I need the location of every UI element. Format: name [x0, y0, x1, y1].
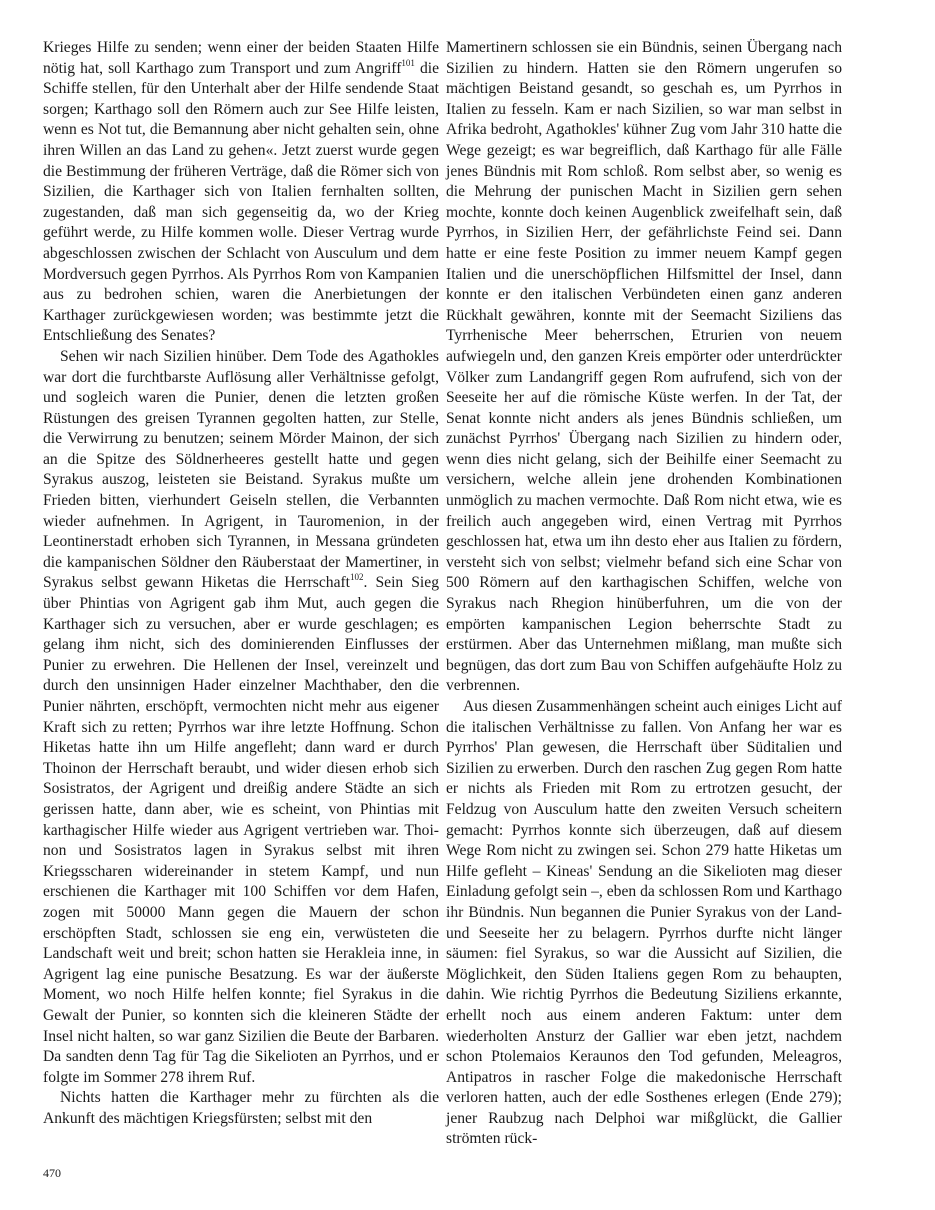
paragraph [446, 38, 842, 697]
paragraph-text: Aus diesen Zusammenhängen scheint auch einiges Licht auf die italischen Verhältnisse zu fallen. Von Anfang her war es Pyrrhos' Plan gewesen, die Herrschaft über Süditalien und Sizilien zu erwerben. Durch den raschen Zug gegen Rom hatte er nichts als Frieden mit Rom zu ertrotzen gesucht, der Feldzug von Ausculum hatte den zweiten Versuch scheitern gemacht: Pyrrhos konnte sich überzeugen, daß auf diesem Wege Rom nicht zu zwingen sei. Schon 279 hatte Hiketas um Hilfe gefleht – Kineas' Sendung an die Sikelioten mag dieser Einladung gefolgt sein –, eben da schlossen Rom und Karthago ihr Bündnis. Nun begannen die Punier Syrakus von der Land- und Seeseite her zu belagern. Pyrrhos durfte nicht länger säumen: fiel Syrakus, so war die Aussicht auf Sizilien, die Möglichkeit, den Süden Italiens gegen Rom zu behaupten, dahin. Wie richtig Pyrrhos die Bedeutung Siziliens erkannte, erhellt noch aus einem anderen Faktum: unter dem wiederholten Ansturz der Gallier war eben jetzt, nachdem schon Ptolemaios Keraunos den Tod gefunden, Meleagros, Antipatros in rascher Folge die makedonische Herrschaft verloren hatten, auch der edle Sosthenes erlegen (Ende 279); jener Raubzug nach Delphoi war mißglückt, die Gallier strömten rück- [446, 698, 842, 1148]
footnote-reference[interactable]: 101 [401, 57, 415, 68]
paragraph-text: . Sein Sieg über Phintias von Agrigent gab ihm Mut, auch gegen die Karthager sich zu versuchen, aber er wurde geschlagen; es gelang ihm nicht, sich des dominierenden Einflusses der Punier zu erwehren. Die Hellenen der Insel, vereinzelt und durch den unsinnigen Hader einzelner Machthaber, den die Punier nährten, erschöpft, vermochten nicht mehr aus eigener Kraft sich zu retten; Pyrrhos war ihre letzte Hoffnung. Schon Hiketas hatte ihn um Hilfe angefleht; dann ward er durch Thoinon der Herrschaft beraubt, und wider diesen erhob sich Sosistratos, der Agrigent und dreißig andere Städte an sich gerissen hatte, dann aber, wie es scheint, von Phintias mit karthagischer Hilfe wieder aus Agrigent vertrieben war. Thoinon und Sosistratos lagen in Syrakus selbst mit ihren Kriegsscharen widereinander in stetem Kampf, und nun erschienen die Karthager mit 100 Schiffen vor dem Hafen, zogen mit 50000 Mann gegen die Mauern der schon erschöpften Stadt, schlossen sie eng ein, verwüsteten die Landschaft weit und breit; schon hatten sie Herakleia inne, in Agrigent lag eine punische Besatzung. Es war der äußerste Moment, wo noch Hilfe helfen konnte; fiel Syrakus in die Gewalt der Punier, so konnten sich die kleineren Städte der Insel nicht halten, so war ganz Sizilien die Beute der Barbaren. Da sandten denn Tag für Tag die Sikelioten an Pyrrhos, und er folgte im Sommer 278 ihrem Ruf. [43, 574, 439, 1086]
paragraph [43, 1088, 439, 1129]
paragraph-text: Mamertinern schlossen sie ein Bündnis, seinen Übergang nach Sizilien zu hindern. Hatten sie den Römern ungerufen so mächtigen Beistand gesandt, so geschah es, um Pyrrhos in Italien zu fesseln. Kam er nach Sizilien, so war man selbst in Afrika bedroht, Agathokles' kühner Zug vom Jahr 310 hatte die Wege gezeigt; es war begreiflich, daß Karthago für alle Fälle jenes Bündnis mit Rom schloß. Rom selbst aber, so wenig es die Mehrung der punischen Macht in Sizilien gern sehen mochte, konnte doch keinen Augenblick zweifelhaft sein, daß Pyrrhos, in Sizilien Herr, der gefährlichste Feind sei. Dann hatte er eine feste Position zu immer neuem Kampf gegen Italien und die unerschöpflichen Hilfsmittel der Insel, dann konnte er den italischen Verbündeten einen ganz anderen Rückhalt gewähren, konnte mit der Seemacht Siziliens das Tyrrhenische Meer beherrschen, Etrurien von neuem aufwiegeln und, den ganzen Kreis empörter oder unterdrückter Völker zum Landangriff gegen Rom aufrufend, sich von der Seeseite her auf die römische Küste werfen. In der Tat, der Senat konnte nicht anders als jenes Bündnis schließen, um zunächst Pyrrhos' Übergang nach Sizilien zu hindern oder, wenn dies nicht gelang, sich der Beihilfe einer Seemacht zu versichern, welche allein jene drohenden Kombinationen unmöglich zu machen vermochte. Daß Rom nicht etwa, wie es freilich auch angegeben wird, einen Vertrag mit Pyrrhos geschlossen hat, etwa um ihn desto eher aus Italien zu fördern, versteht sich von selbst; vielmehr befand sich eine Schar von 500 Römern auf den karthagischen Schiffen, welche von Syrakus nach Rhegion hinüberfuhren, um die von der empörten kampanischen Legion beherrschte Stadt zu erstürmen. Aber das Unternehmen mißlang, man mußte sich begnügen, das dort zum Bau von Schiffen aufgehäufte Holz zu verbrennen. [446, 39, 842, 695]
footnote-reference[interactable]: 102 [350, 572, 364, 583]
page-number: 470 [43, 1166, 61, 1180]
paragraph-text: Sehen wir nach Sizilien hinüber. Dem Tode des Agathokles war dort die furchtbarste Auflösung aller Verhältnisse gefolgt, und sogleich waren die Punier, denen die letzten großen Rüstungen des greisen Tyrannen gegolten hatten, zur Stelle, die Verwirrung zu benutzen; seinem Mörder Mainon, der sich an die Spitze des Söldnerheeres gestellt hatte und gegen Syrakus auszog, leisteten sie Beistand. Syrakus mußte um Frieden bitten, vierhundert Geiseln stellen, die Verbannten wieder aufnehmen. In Agrigent, in Tauromenion, in der Leontinerstadt erhoben sich Tyrannen, in Messana gründeten die kampanischen Söldner den Räuberstaat der Mamertiner, in Syrakus selbst gewann Hiketas die Herrschaft [43, 347, 439, 592]
paragraph [43, 38, 439, 347]
paragraph [446, 697, 842, 1150]
paragraph-text: Nichts hatten die Karthager mehr zu fürchten als die Ankunft des mächtigen Kriegsfürsten; selbst mit den [43, 1089, 439, 1127]
paragraph [43, 347, 439, 1088]
paragraph-text: Krieges Hilfe zu senden; wenn einer der beiden Staaten Hilfe nötig hat, soll Karthago zum Transport und zum Angriff [43, 39, 439, 77]
left-text-column [43, 38, 439, 1129]
paragraph-text: die Schiffe stellen, für den Unterhalt aber der Hilfe sendende Staat sorgen; Karthago soll den Römern auch zur See Hilfe leisten, wenn es Not tut, die Bemannung aber nicht gehalten sein, ohne ihren Willen an das Land zu gehen«. Jetzt zuerst wurde gegen die Bestimmung der früheren Verträge, daß die Römer sich von Sizilien, die Karthager sich von Italien fernhalten sollten, zugestanden, daß man sich gegenseitig da, wo der Krieg geführt werde, zu Hilfe kommen wolle. Dieser Vertrag wurde abgeschlossen zwischen der Schlacht von Ausculum und dem Mordversuch gegen Pyrrhos. Als Pyrrhos Rom von Kampanien aus zu bedrohen schien, waren die Anerbietungen der Karthager zurückgewiesen worden; was bestimmte jetzt die Entschließung des Senates? [43, 59, 439, 345]
right-text-column [446, 38, 842, 1150]
